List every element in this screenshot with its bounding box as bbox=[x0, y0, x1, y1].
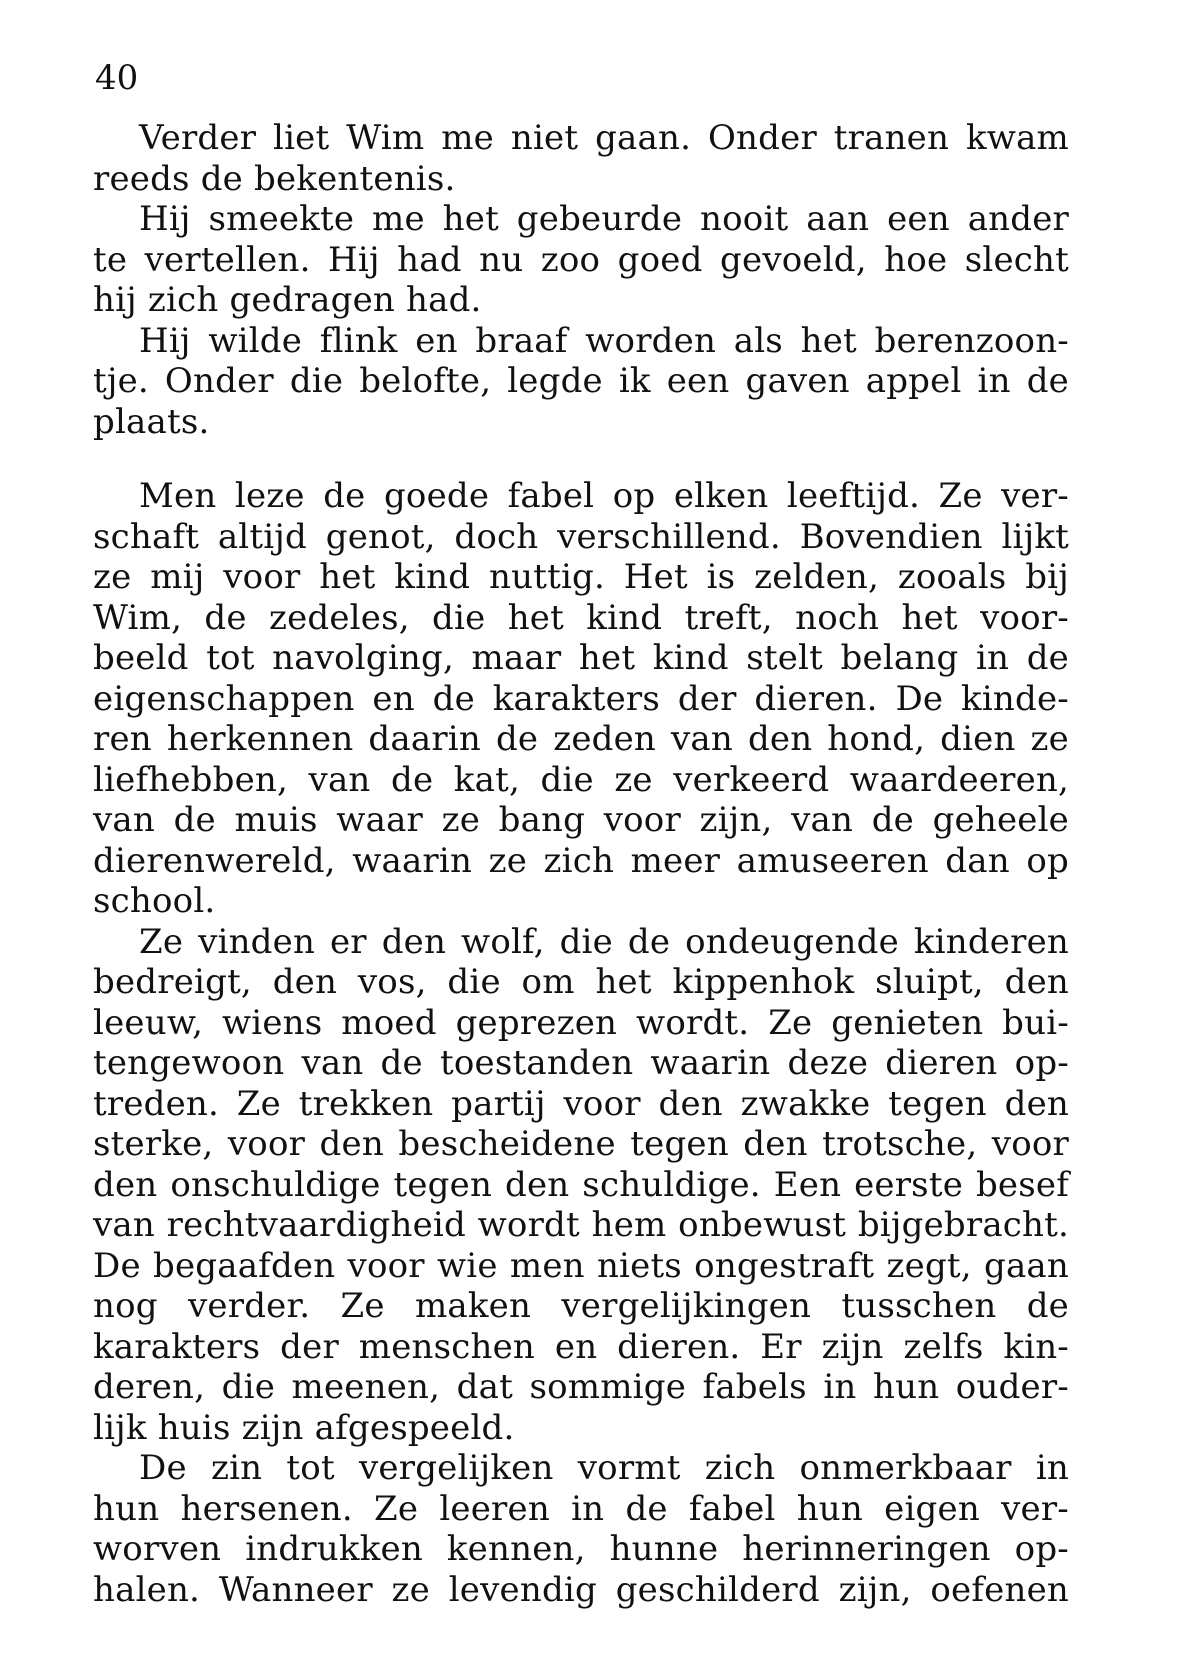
text-line: halen. Wanneer ze levendig geschilderd zijn, oefenen bbox=[93, 1569, 1069, 1610]
text-line: deren, die meenen, dat sommige fabels in hun ouder- bbox=[93, 1367, 1069, 1407]
page-number: 40 bbox=[95, 58, 139, 98]
text-line: De begaafden voor wie men niets ongestraft zegt, gaan bbox=[93, 1245, 1069, 1286]
text-line: Wim, de zedeles, die het kind treft, noch het voor- bbox=[93, 597, 1069, 638]
text-line: bedreigt, den vos, die om het kippenhok sluipt, den bbox=[93, 962, 1069, 1002]
text-line: van de muis waar ze bang voor zijn, van de geheele bbox=[93, 800, 1069, 840]
paragraph-block-2 bbox=[93, 476, 1069, 1610]
text-line: ze mij voor het kind nuttig. Het is zelden, zooals bij bbox=[93, 557, 1069, 597]
text-line: eigenschappen en de karakters der dieren. De kinde- bbox=[93, 678, 1069, 719]
text-line: sterke, voor den bescheidene tegen den trotsche, voor bbox=[93, 1124, 1069, 1164]
text-line: Hij wilde flink en braaf worden als het berenzoon- bbox=[139, 320, 1069, 361]
text-line: school. bbox=[93, 881, 216, 921]
text-line: nog verder. Ze maken vergelijkingen tusschen de bbox=[93, 1286, 1069, 1326]
text-line: De zin tot vergelijken vormt zich onmerkbaar in bbox=[139, 1448, 1069, 1488]
text-line: Hij smeekte me het gebeurde nooit aan een ander bbox=[139, 199, 1069, 239]
text-line: Ze vinden er den wolf, die de ondeugende kinderen bbox=[139, 921, 1069, 962]
text-line: den onschuldige tegen den schuldige. Een eerste besef bbox=[93, 1164, 1069, 1205]
text-line: leeuw, wiens moed geprezen wordt. Ze genieten bui- bbox=[93, 1002, 1069, 1043]
text-line: plaats. bbox=[93, 401, 210, 442]
text-line: karakters der menschen en dieren. Er zijn zelfs kin- bbox=[93, 1326, 1069, 1367]
text-line: schaft altijd genot, doch verschillend. Bovendien lijkt bbox=[93, 516, 1069, 557]
text-line: dierenwereld, waarin ze zich meer amuseeren dan op bbox=[93, 840, 1069, 881]
text-line: tengewoon van de toestanden waarin deze dieren op- bbox=[93, 1043, 1069, 1083]
text-line: liefhebben, van de kat, die ze verkeerd waardeeren, bbox=[93, 759, 1069, 800]
text-line: Men leze de goede fabel op elken leeftijd. Ze ver- bbox=[139, 476, 1069, 516]
text-line: reeds de bekentenis. bbox=[93, 158, 456, 199]
text-line: tje. Onder die belofte, legde ik een gaven appel in de bbox=[93, 361, 1069, 401]
text-line: van rechtvaardigheid wordt hem onbewust bijgebracht. bbox=[93, 1205, 1069, 1245]
text-line: worven indrukken kennen, hunne herinneringen op- bbox=[93, 1529, 1069, 1569]
text-line: hun hersenen. Ze leeren in de fabel hun eigen ver- bbox=[93, 1488, 1069, 1529]
text-line: lijk huis zijn afgespeeld. bbox=[93, 1407, 515, 1448]
text-line: ren herkennen daarin de zeden van den hond, dien ze bbox=[93, 719, 1069, 759]
text-line: treden. Ze trekken partij voor den zwakke tegen den bbox=[93, 1083, 1069, 1124]
text-line: Verder liet Wim me niet gaan. Onder tranen kwam bbox=[139, 118, 1069, 158]
text-line: beeld tot navolging, maar het kind stelt belang in de bbox=[93, 638, 1069, 678]
text-line: te vertellen. Hij had nu zoo goed gevoeld, hoe slecht bbox=[93, 239, 1069, 280]
text-line: hij zich gedragen had. bbox=[93, 280, 482, 320]
paragraph-block-1 bbox=[93, 118, 1069, 442]
